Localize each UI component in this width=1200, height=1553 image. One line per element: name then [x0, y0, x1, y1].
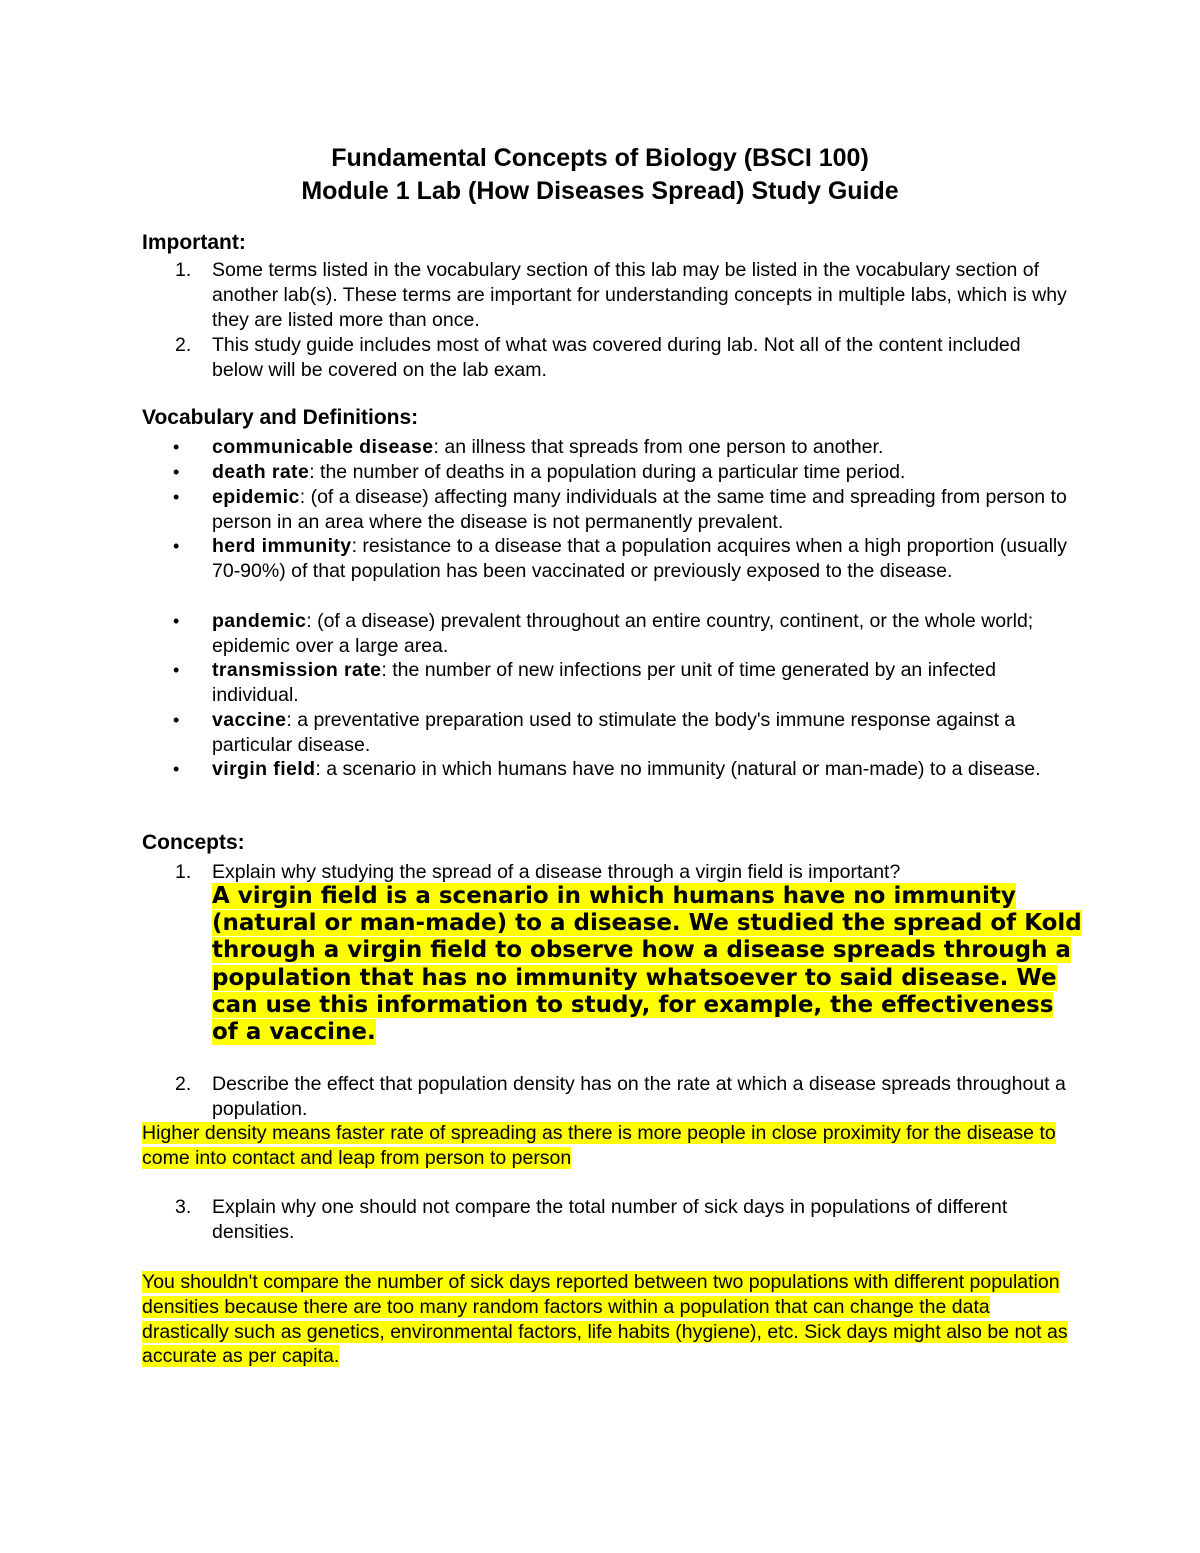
vocabulary-definition: : the number of deaths in a population during a particular time period.: [309, 461, 906, 483]
list-number: 2.: [175, 1073, 192, 1095]
vocabulary-definition: : a scenario in which humans have no immunity (natural or man-made) to a disease.: [315, 758, 1041, 780]
concept-answer-text: Higher density means faster rate of spreading as there is more people in close proximity for the disease to come into contact and leap from person to person: [142, 1122, 1056, 1169]
vocabulary-definition: : resistance to a disease that a population acquires when a high proportion (usually 70-90%) of that population has been vaccinated or previously exposed to the disease.: [212, 535, 1068, 582]
concept-answer-text: A virgin field is a scenario in which humans have no immunity (natural or man-made) to a disease. We studied the spread of Kold through a virgin field to observe how a disease spreads through a population that has no immunity whatsoever to said disease. We can use this information to study, for example, the effectiveness of a vaccine.: [212, 883, 1082, 1046]
bullet-icon: •: [173, 710, 180, 730]
vocabulary-item: [142, 485, 1072, 535]
vocabulary-heading: Vocabulary and Definitions:: [142, 406, 419, 429]
concepts-heading: Concepts:: [142, 831, 245, 854]
concept-question: [142, 860, 1072, 885]
bullet-icon: •: [173, 660, 180, 680]
vocabulary-term: epidemic: [212, 486, 300, 508]
list-number: 1.: [175, 861, 192, 883]
vocabulary-definition: : the number of new infections per unit of time generated by an infected individual.: [212, 659, 996, 706]
concept-question: [142, 1195, 1072, 1245]
vocabulary-term: herd immunity: [212, 535, 352, 557]
vocabulary-item: [142, 534, 1072, 584]
vocabulary-definition: : (of a disease) prevalent throughout an entire country, continent, or the whole world; epidemic over a large area.: [212, 610, 1034, 657]
concept-question-text: Explain why one should not compare the total number of sick days in populations of different densities.: [212, 1196, 1008, 1243]
vocabulary-item: [142, 658, 1072, 708]
concept-question-text: Describe the effect that population density has on the rate at which a disease spreads throughout a population.: [212, 1073, 1066, 1120]
title-line-1: Fundamental Concepts of Biology (BSCI 100): [331, 144, 869, 172]
important-item-text: This study guide includes most of what was covered during lab. Not all of the content included below will be covered on the lab exam.: [212, 334, 1021, 381]
bullet-icon: •: [173, 462, 180, 482]
vocabulary-term: pandemic: [212, 610, 307, 632]
document-title: [0, 142, 1200, 208]
vocabulary-item: [142, 460, 1072, 485]
important-item-text: Some terms listed in the vocabulary section of this lab may be listed in the vocabulary section of another lab(s). These terms are important for understanding concepts in multiple labs, which is why they are listed more than once.: [212, 259, 1067, 331]
vocabulary-item: [142, 757, 1072, 782]
vocabulary-item: [142, 435, 1072, 460]
concept-answer-text: You shouldn't compare the number of sick days reported between two populations with different population densities because there are too many random factors within a population that can change the data drastically such as genetics, environmental factors, life habits (hygiene), etc. Sick days might also be not as accurate as per capita.: [142, 1271, 1068, 1368]
vocabulary-definition: : (of a disease) affecting many individuals at the same time and spreading from person to person in an area where the disease is not permanently prevalent.: [212, 486, 1067, 533]
vocabulary-term: communicable disease: [212, 436, 434, 458]
vocabulary-term: transmission rate: [212, 659, 382, 681]
vocabulary-term: virgin field: [212, 758, 316, 780]
bullet-icon: •: [173, 487, 180, 507]
vocabulary-term: vaccine: [212, 709, 287, 731]
vocabulary-definition: : an illness that spreads from one person to another.: [433, 436, 884, 458]
vocabulary-term: death rate: [212, 461, 310, 483]
vocabulary-definition: : a preventative preparation used to stimulate the body's immune response against a particular disease.: [212, 709, 1016, 756]
concept-question-text: Explain why studying the spread of a disease through a virgin field is important?: [212, 861, 901, 883]
important-item: [142, 258, 1072, 332]
vocabulary-item: [142, 609, 1072, 659]
bullet-icon: •: [173, 437, 180, 457]
list-number: 2.: [175, 334, 192, 356]
list-number: 1.: [175, 259, 192, 281]
important-item: [142, 333, 1072, 383]
concept-answer: [142, 1121, 1072, 1171]
title-line-2: Module 1 Lab (How Diseases Spread) Study Guide: [301, 177, 899, 205]
bullet-icon: •: [173, 611, 180, 631]
vocabulary-item: [142, 708, 1072, 758]
concept-question: [142, 1072, 1072, 1122]
bullet-icon: •: [173, 759, 180, 779]
list-number: 3.: [175, 1196, 192, 1218]
concept-answer: [212, 883, 1082, 1046]
concept-answer: [142, 1270, 1072, 1369]
important-heading: Important:: [142, 231, 246, 254]
bullet-icon: •: [173, 536, 180, 556]
